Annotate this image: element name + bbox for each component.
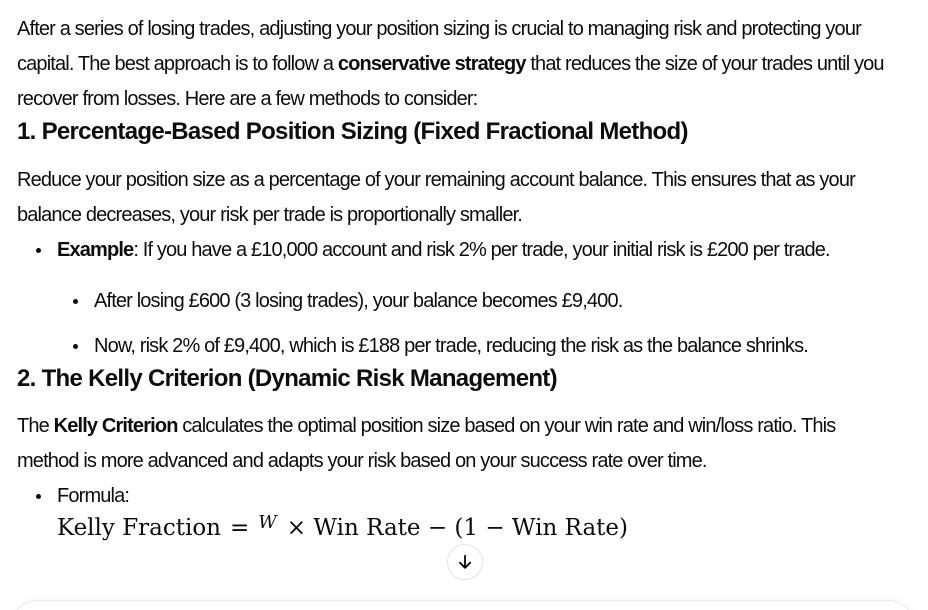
intro-paragraph: After a series of losing trades, adjusting your position sizing is crucial to managing risk and protecting your capital. The best approach is to follow a conservative strategy that reduces the size of your trades until you recover from losses. Here are a few methods to consider:: [17, 18, 884, 110]
example-sub-list: [57, 284, 901, 364]
formula-numerator: W: [258, 512, 277, 533]
list-item: After losing £600 (3 losing trades), your balance becomes £9,400.: [94, 284, 901, 319]
section-2-body: The Kelly Criterion calculates the optimal position size based on your win rate and win/loss ratio. This method is more advanced and adapts your risk based on your success rate over time.: [17, 415, 836, 472]
list-item-text: Formula:: [57, 485, 130, 507]
list-item-formula: [57, 479, 901, 544]
scroll-to-bottom-button[interactable]: [447, 544, 483, 580]
arrow-down-icon: [455, 552, 475, 572]
composer-input-box[interactable]: [10, 600, 916, 610]
formula-equals: =: [230, 515, 250, 541]
section-2-heading: 2. The Kelly Criterion (Dynamic Risk Management): [17, 365, 557, 392]
formula-lhs: Kelly Fraction: [57, 515, 221, 541]
section-1-bullet-list: [17, 233, 901, 364]
section-1-body: Reduce your position size as a percentage of your remaining account balance. This ensures that as your balance decreases, your risk per trade is proportionally smaller.: [17, 169, 855, 226]
assistant-message: [17, 0, 901, 544]
kelly-formula: [57, 514, 901, 544]
list-item-text: Example: If you have a £10,000 account and risk 2% per trade, your initial risk is £200 per trade.: [57, 239, 830, 261]
formula-rest: × Win Rate − (1 − Win Rate): [286, 515, 629, 541]
list-item-example: [57, 233, 901, 364]
section-2-bullet-list: [17, 479, 901, 544]
section-1-heading: 1. Percentage-Based Position Sizing (Fixed Fractional Method): [17, 118, 688, 145]
list-item: Now, risk 2% of £9,400, which is £188 per trade, reducing the risk as the balance shrinks.: [94, 329, 901, 364]
